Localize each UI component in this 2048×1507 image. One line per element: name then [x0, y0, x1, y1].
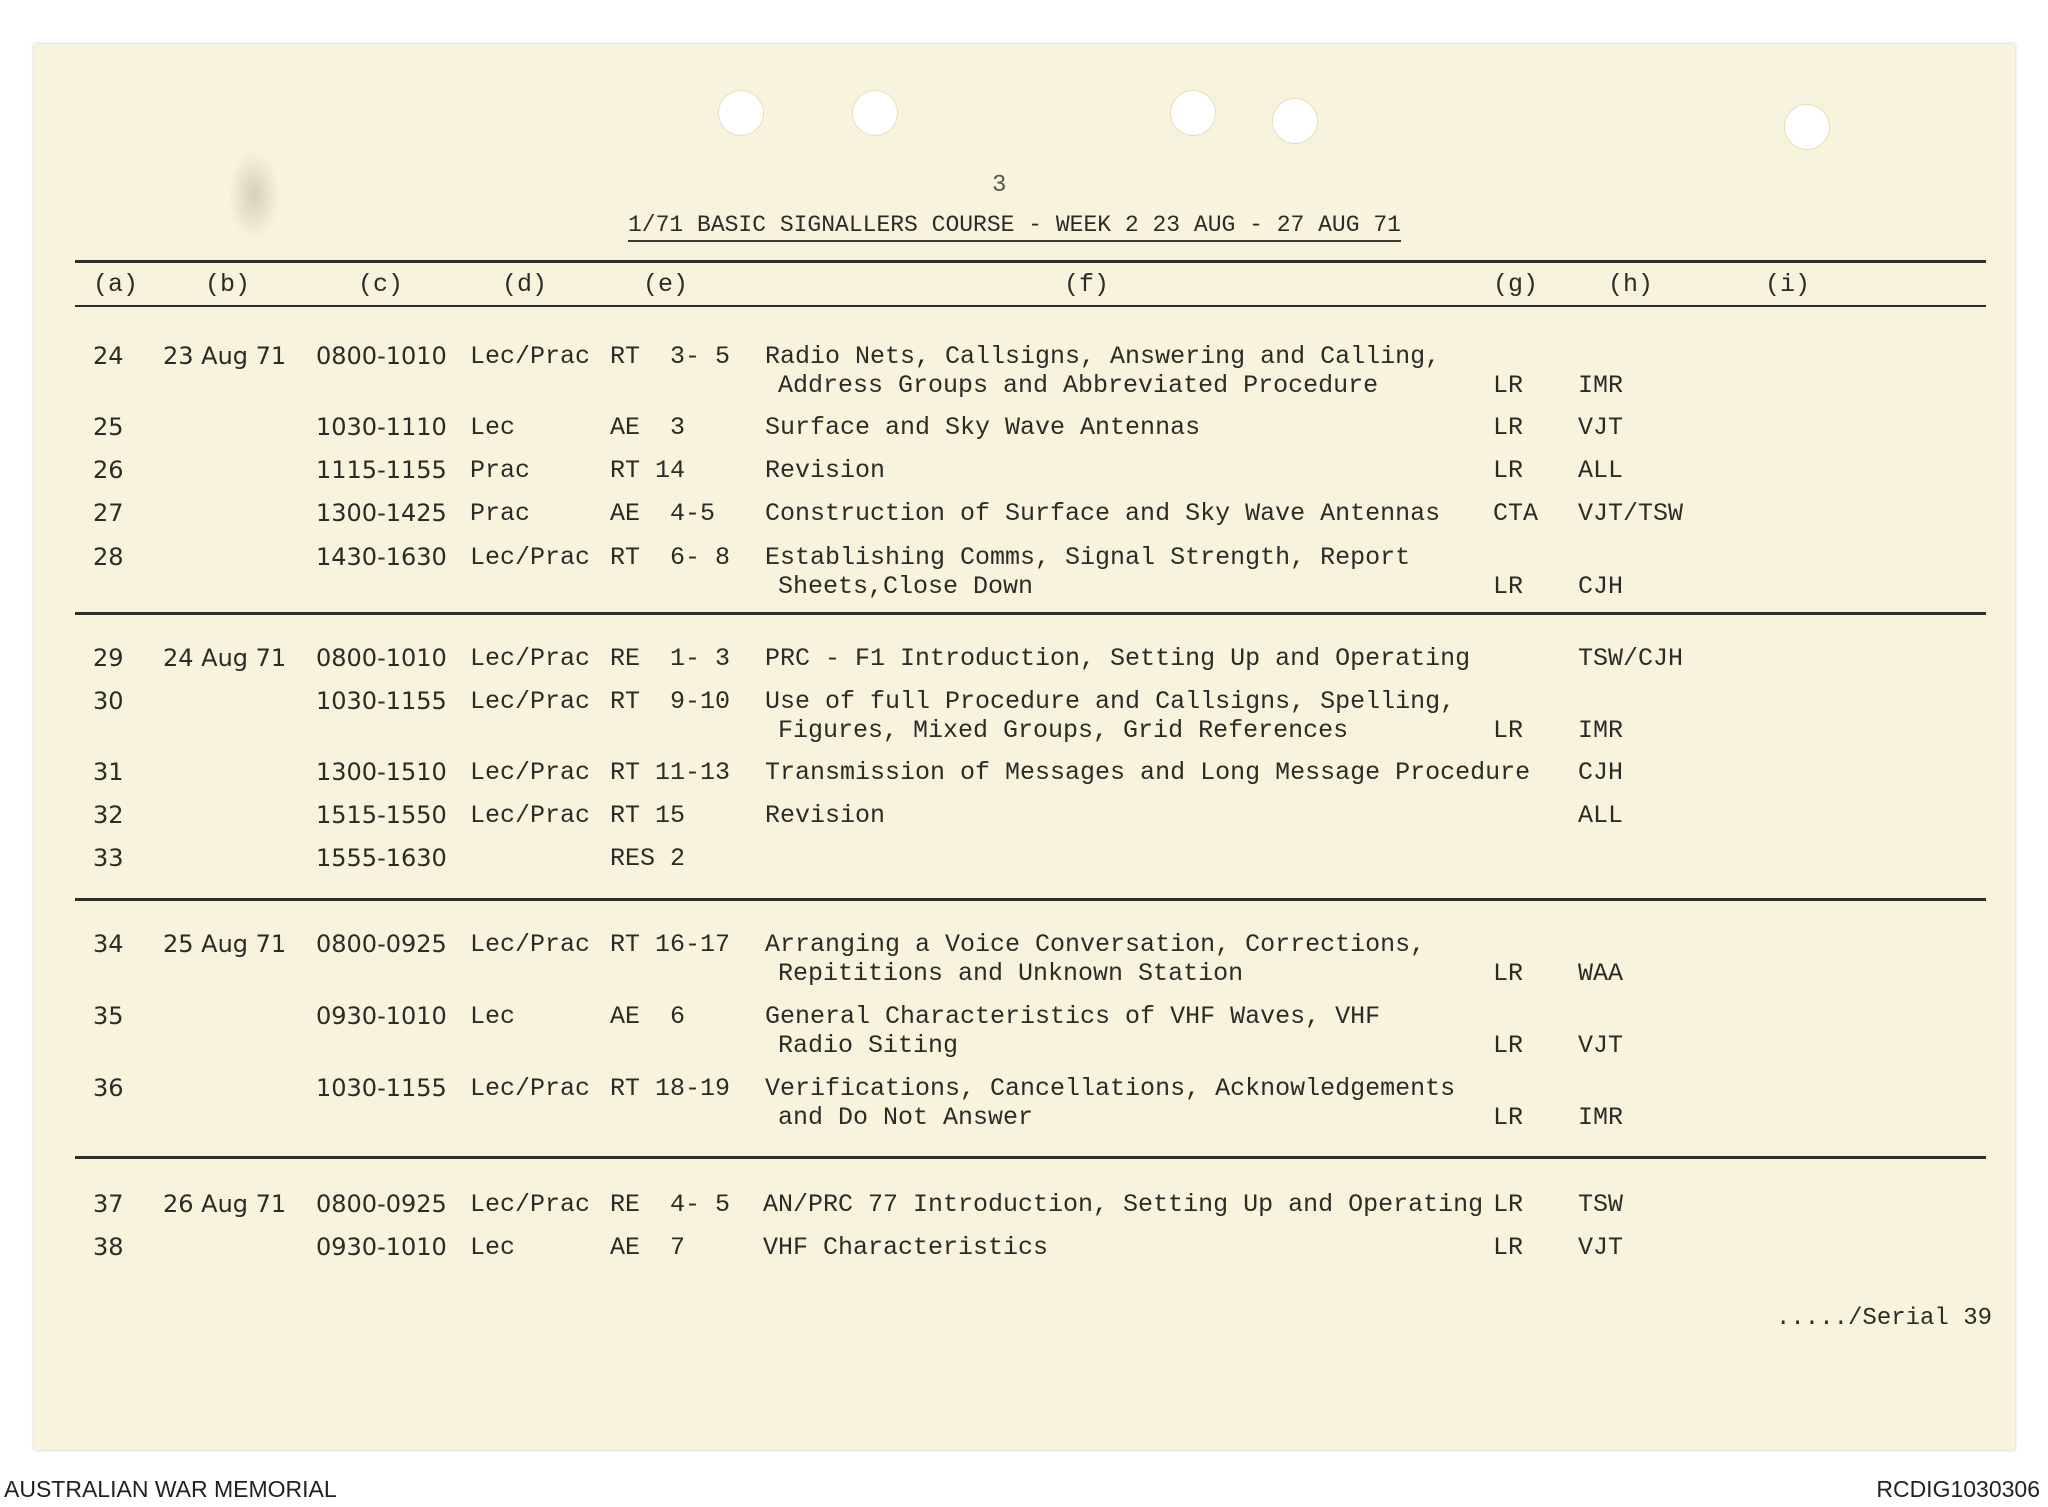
date-cell: 24 Aug 71: [163, 644, 287, 672]
subject-cell: Verifications, Cancellations, Acknowledgements: [765, 1074, 1456, 1103]
instructor-cell: TSW: [1578, 1190, 1624, 1219]
time-cell: 1515-1550: [316, 801, 447, 829]
type-cell: Lec/Prac: [470, 801, 591, 830]
serial-cell: 37: [93, 1190, 124, 1218]
subject-cell: Use of full Procedure and Callsigns, Spelling,: [765, 687, 1456, 716]
time-cell: 1300-1425: [316, 499, 447, 527]
section-divider: [75, 898, 1986, 901]
header-rule-top: [75, 260, 1986, 263]
punch-hole: [1784, 104, 1830, 150]
time-cell: 1115-1155: [316, 456, 447, 484]
instructor-cell: WAA: [1578, 959, 1624, 988]
header-rule-bottom: [75, 305, 1986, 307]
type-cell: Lec/Prac: [470, 1074, 591, 1103]
column-header-g: (g): [1493, 270, 1539, 299]
subject-cell: Transmission of Messages and Long Message Procedure: [765, 758, 1531, 787]
location-cell: LR: [1493, 959, 1524, 988]
subject-cell: Arranging a Voice Conversation, Corrections,: [765, 930, 1426, 959]
subject-cell: Revision: [765, 456, 886, 485]
date-cell: 25 Aug 71: [163, 930, 287, 958]
ref-cell: AE 7: [610, 1233, 686, 1262]
time-cell: 1300-1510: [316, 758, 447, 786]
serial-cell: 33: [93, 844, 124, 872]
ref-cell: RT 15: [610, 801, 686, 830]
column-header-c: (c): [358, 270, 404, 299]
location-cell: LR: [1493, 413, 1524, 442]
type-cell: Prac: [470, 499, 531, 528]
location-cell: LR: [1493, 716, 1524, 745]
punch-hole: [852, 90, 898, 136]
ref-cell: RT 6- 8: [610, 543, 731, 572]
time-cell: 0800-1010: [316, 342, 447, 370]
date-cell: 26 Aug 71: [163, 1190, 287, 1218]
instructor-cell: VJT: [1578, 413, 1624, 442]
instructor-cell: IMR: [1578, 371, 1624, 400]
ref-cell: AE 3: [610, 413, 686, 442]
fingerprint-smudge: [228, 150, 280, 240]
type-cell: Lec: [470, 413, 516, 442]
type-cell: Lec/Prac: [470, 342, 591, 371]
subject-cell: Establishing Comms, Signal Strength, Report: [765, 543, 1411, 572]
location-cell: LR: [1493, 456, 1524, 485]
time-cell: 0800-0925: [316, 930, 447, 958]
column-header-b: (b): [205, 270, 251, 299]
column-header-h: (h): [1608, 270, 1654, 299]
time-cell: 1555-1630: [316, 844, 447, 872]
location-cell: LR: [1493, 1031, 1524, 1060]
subject-cell: PRC - F1 Introduction, Setting Up and Operating: [765, 644, 1471, 673]
instructor-cell: CJH: [1578, 572, 1624, 601]
instructor-cell: ALL: [1578, 801, 1624, 830]
instructor-cell: VJT: [1578, 1233, 1624, 1262]
column-header-i: (i): [1765, 270, 1811, 299]
subject-cell: Revision: [765, 801, 886, 830]
page-number: 3: [992, 172, 1007, 199]
type-cell: Lec/Prac: [470, 644, 591, 673]
subject-cell-line2: Figures, Mixed Groups, Grid References: [778, 716, 1349, 745]
subject-cell: Surface and Sky Wave Antennas: [765, 413, 1201, 442]
time-cell: 1430-1630: [316, 543, 447, 571]
serial-cell: 30: [93, 687, 124, 715]
subject-cell: Construction of Surface and Sky Wave Antennas: [765, 499, 1441, 528]
subject-cell-line2: and Do Not Answer: [778, 1103, 1034, 1132]
serial-cell: 29: [93, 644, 124, 672]
location-cell: LR: [1493, 1190, 1524, 1219]
ref-cell: AE 6: [610, 1002, 686, 1031]
instructor-cell: VJT: [1578, 1031, 1624, 1060]
type-cell: Prac: [470, 456, 531, 485]
serial-cell: 24: [93, 342, 124, 370]
ref-cell: AE 4-5: [610, 499, 716, 528]
subject-cell: Radio Nets, Callsigns, Answering and Calling,: [765, 342, 1441, 371]
subject-cell: VHF Characteristics: [763, 1233, 1049, 1262]
ref-cell: RES 2: [610, 844, 686, 873]
serial-cell: 31: [93, 758, 124, 786]
column-header-f: (f): [1064, 270, 1110, 299]
location-cell: LR: [1493, 1233, 1524, 1262]
subject-cell-line2: Radio Siting: [778, 1031, 959, 1060]
column-header-e: (e): [643, 270, 689, 299]
serial-cell: 26: [93, 456, 124, 484]
instructor-cell: IMR: [1578, 1103, 1624, 1132]
time-cell: 1030-1155: [316, 1074, 447, 1102]
subject-cell: AN/PRC 77 Introduction, Setting Up and Operating: [763, 1190, 1484, 1219]
ref-cell: RE 1- 3: [610, 644, 731, 673]
instructor-cell: IMR: [1578, 716, 1624, 745]
time-cell: 1030-1110: [316, 413, 447, 441]
ref-cell: RT 14: [610, 456, 686, 485]
subject-cell-line2: Repititions and Unknown Station: [778, 959, 1244, 988]
type-cell: Lec: [470, 1002, 516, 1031]
type-cell: Lec/Prac: [470, 687, 591, 716]
continuation-note: ...../Serial 39: [1776, 1305, 1993, 1332]
instructor-cell: ALL: [1578, 456, 1624, 485]
type-cell: Lec/Prac: [470, 543, 591, 572]
section-divider: [75, 1156, 1986, 1159]
type-cell: Lec/Prac: [470, 758, 591, 787]
time-cell: 0930-1010: [316, 1002, 447, 1030]
instructor-cell: TSW/CJH: [1578, 644, 1684, 673]
ref-cell: RE 4- 5: [610, 1190, 731, 1219]
serial-cell: 25: [93, 413, 124, 441]
location-cell: LR: [1493, 371, 1524, 400]
location-cell: CTA: [1493, 499, 1539, 528]
type-cell: Lec/Prac: [470, 930, 591, 959]
subject-cell-line2: Address Groups and Abbreviated Procedure: [778, 371, 1379, 400]
time-cell: 0800-0925: [316, 1190, 447, 1218]
footer-archive-name: AUSTRALIAN WAR MEMORIAL: [4, 1476, 337, 1502]
serial-cell: 34: [93, 930, 124, 958]
punch-hole: [1272, 98, 1318, 144]
time-cell: 0800-1010: [316, 644, 447, 672]
time-cell: 0930-1010: [316, 1233, 447, 1261]
serial-cell: 38: [93, 1233, 124, 1261]
type-cell: Lec: [470, 1233, 516, 1262]
time-cell: 1030-1155: [316, 687, 447, 715]
serial-cell: 27: [93, 499, 124, 527]
ref-cell: RT 3- 5: [610, 342, 731, 371]
ref-cell: RT 18-19: [610, 1074, 731, 1103]
subject-cell-line2: Sheets,Close Down: [778, 572, 1034, 601]
ref-cell: RT 16-17: [610, 930, 731, 959]
ref-cell: RT 11-13: [610, 758, 731, 787]
type-cell: Lec/Prac: [470, 1190, 591, 1219]
location-cell: LR: [1493, 1103, 1524, 1132]
instructor-cell: VJT/TSW: [1578, 499, 1684, 528]
subject-cell: General Characteristics of VHF Waves, VHF: [765, 1002, 1381, 1031]
punch-hole: [1170, 90, 1216, 136]
page-title: 1/71 BASIC SIGNALLERS COURSE - WEEK 2 23 AUG - 27 AUG 71: [628, 212, 1401, 242]
serial-cell: 36: [93, 1074, 124, 1102]
location-cell: LR: [1493, 572, 1524, 601]
footer-record-id: RCDIG1030306: [1876, 1476, 2040, 1502]
punch-hole: [718, 90, 764, 136]
serial-cell: 28: [93, 543, 124, 571]
section-divider: [75, 612, 1986, 615]
date-cell: 23 Aug 71: [163, 342, 287, 370]
column-header-a: (a): [93, 270, 139, 299]
serial-cell: 35: [93, 1002, 124, 1030]
column-header-d: (d): [502, 270, 548, 299]
instructor-cell: CJH: [1578, 758, 1624, 787]
ref-cell: RT 9-10: [610, 687, 731, 716]
serial-cell: 32: [93, 801, 124, 829]
